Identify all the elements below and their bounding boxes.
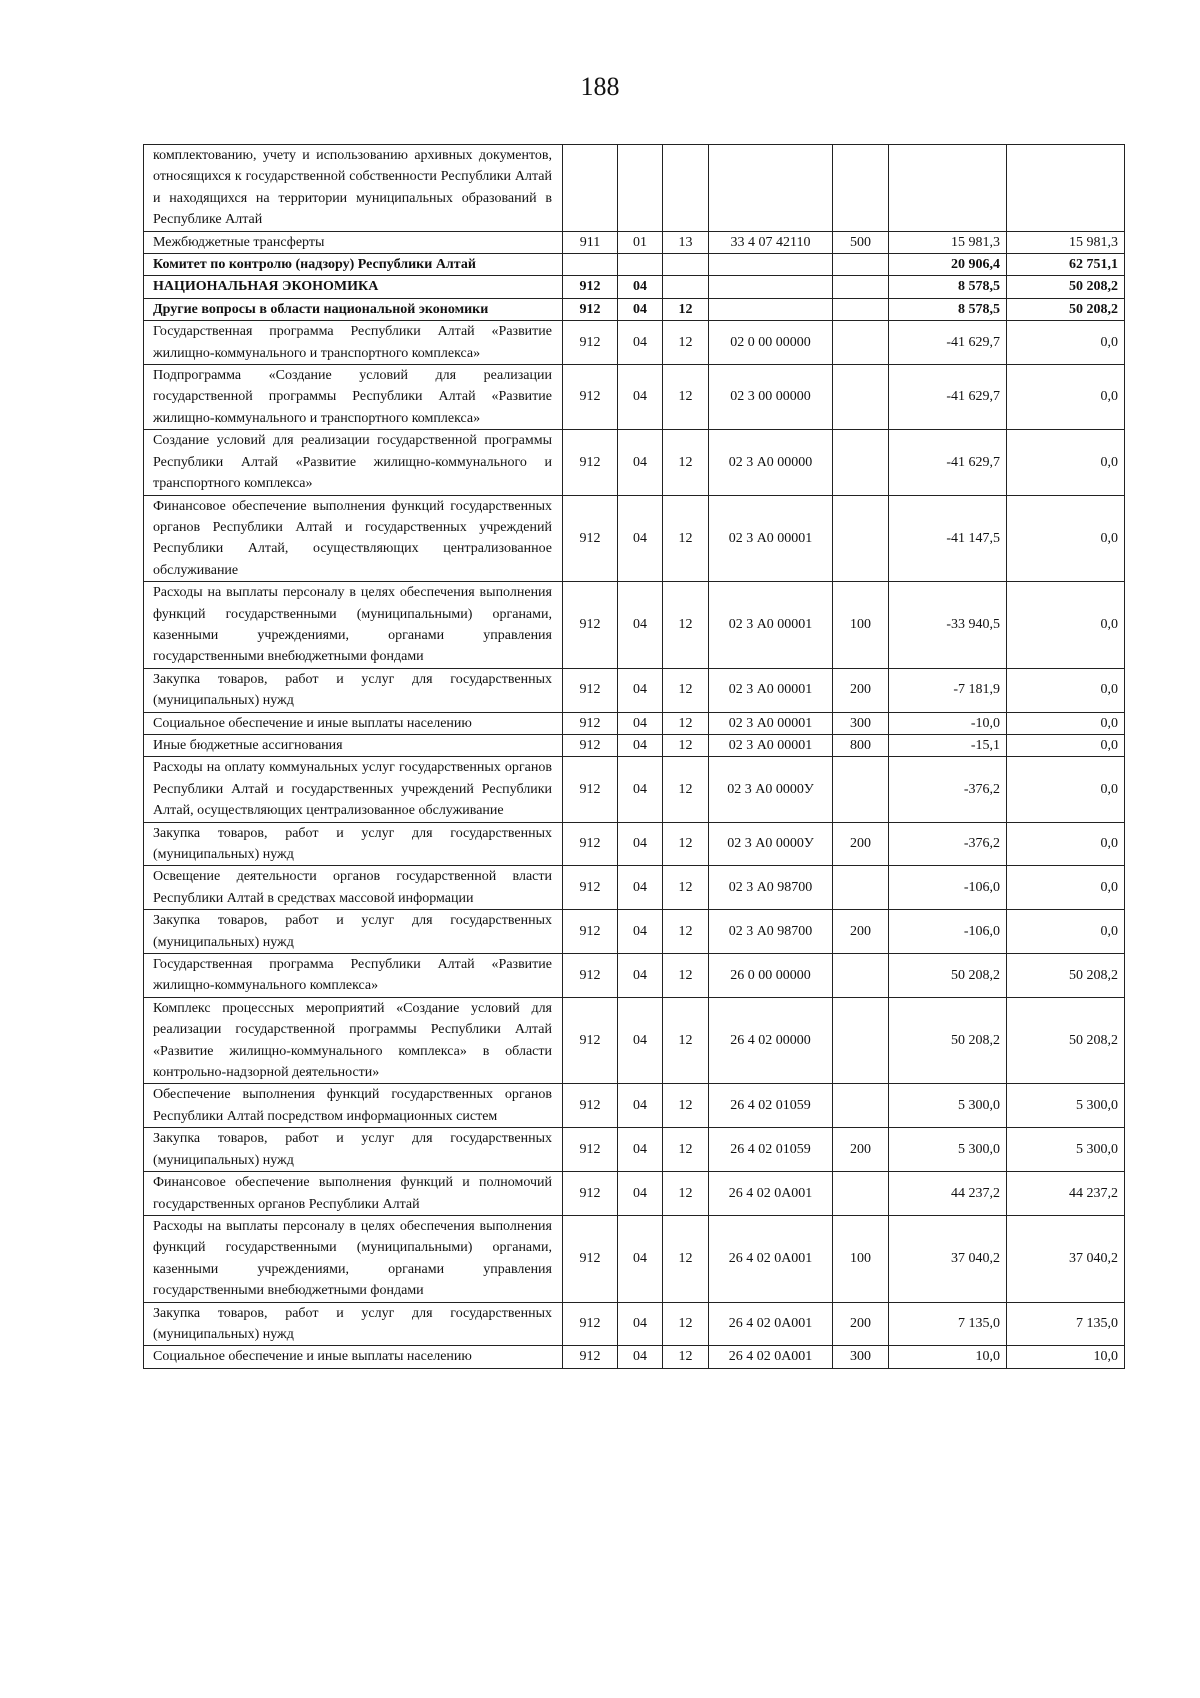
row-amount-2-cell: 0,0 bbox=[1007, 430, 1125, 495]
row-expense-type-cell bbox=[833, 365, 889, 430]
row-subsection-cell: 12 bbox=[663, 997, 709, 1084]
row-ved-cell: 911 bbox=[563, 231, 618, 253]
row-subsection-cell bbox=[663, 254, 709, 276]
row-name-cell: Закупка товаров, работ и услуг для государственных (муниципальных) нужд bbox=[144, 822, 563, 866]
row-subsection-cell: 12 bbox=[663, 910, 709, 954]
row-ved-cell: 912 bbox=[563, 430, 618, 495]
row-amount-1-cell: -106,0 bbox=[889, 866, 1007, 910]
row-expense-type-cell: 200 bbox=[833, 910, 889, 954]
row-ved-cell: 912 bbox=[563, 276, 618, 298]
row-subsection-cell: 13 bbox=[663, 231, 709, 253]
row-ved-cell bbox=[563, 254, 618, 276]
row-amount-1-cell: 7 135,0 bbox=[889, 1302, 1007, 1346]
row-target-code-cell: 02 3 А0 00001 bbox=[709, 712, 833, 734]
row-amount-2-cell: 37 040,2 bbox=[1007, 1215, 1125, 1302]
row-subsection-cell: 12 bbox=[663, 1302, 709, 1346]
row-target-code-cell: 02 3 А0 98700 bbox=[709, 866, 833, 910]
row-subsection-cell: 12 bbox=[663, 712, 709, 734]
row-ved-cell: 912 bbox=[563, 734, 618, 756]
table-row bbox=[144, 365, 1125, 430]
budget-table bbox=[143, 144, 1125, 1369]
row-section-cell: 04 bbox=[618, 495, 663, 582]
row-amount-1-cell: 8 578,5 bbox=[889, 276, 1007, 298]
row-section-cell: 04 bbox=[618, 1302, 663, 1346]
row-name-cell: Расходы на выплаты персоналу в целях обеспечения выполнения функций государственными (муниципальными) органами, казенными учреждениями, органами управления государственными внебюджетными фондами bbox=[144, 582, 563, 669]
row-expense-type-cell bbox=[833, 495, 889, 582]
row-ved-cell: 912 bbox=[563, 822, 618, 866]
row-target-code-cell: 02 3 00 00000 bbox=[709, 365, 833, 430]
row-name-cell: Обеспечение выполнения функций государственных органов Республики Алтай посредством информационных систем bbox=[144, 1084, 563, 1128]
row-target-code-cell bbox=[709, 298, 833, 320]
row-section-cell bbox=[618, 254, 663, 276]
table-row bbox=[144, 430, 1125, 495]
row-ved-cell: 912 bbox=[563, 668, 618, 712]
row-amount-1-cell: -376,2 bbox=[889, 757, 1007, 822]
row-name-cell: Иные бюджетные ассигнования bbox=[144, 734, 563, 756]
row-target-code-cell: 26 4 02 0А001 bbox=[709, 1215, 833, 1302]
row-expense-type-cell: 200 bbox=[833, 822, 889, 866]
table-row bbox=[144, 910, 1125, 954]
row-amount-1-cell: 10,0 bbox=[889, 1346, 1007, 1368]
row-expense-type-cell: 100 bbox=[833, 1215, 889, 1302]
table-row bbox=[144, 997, 1125, 1084]
row-subsection-cell: 12 bbox=[663, 822, 709, 866]
row-target-code-cell: 26 4 02 0А001 bbox=[709, 1172, 833, 1216]
row-amount-2-cell: 0,0 bbox=[1007, 866, 1125, 910]
row-target-code-cell: 26 4 02 0А001 bbox=[709, 1346, 833, 1368]
row-expense-type-cell: 200 bbox=[833, 668, 889, 712]
row-subsection-cell: 12 bbox=[663, 1215, 709, 1302]
row-expense-type-cell bbox=[833, 757, 889, 822]
row-section-cell: 04 bbox=[618, 1215, 663, 1302]
row-ved-cell: 912 bbox=[563, 1215, 618, 1302]
row-amount-2-cell: 5 300,0 bbox=[1007, 1128, 1125, 1172]
table-row bbox=[144, 734, 1125, 756]
row-section-cell: 04 bbox=[618, 668, 663, 712]
row-subsection-cell bbox=[663, 276, 709, 298]
row-amount-2-cell: 0,0 bbox=[1007, 712, 1125, 734]
row-amount-1-cell bbox=[889, 145, 1007, 232]
table-row bbox=[144, 495, 1125, 582]
row-amount-1-cell: 50 208,2 bbox=[889, 954, 1007, 998]
row-name-cell: Государственная программа Республики Алтай «Развитие жилищно-коммунального комплекса» bbox=[144, 954, 563, 998]
row-ved-cell: 912 bbox=[563, 298, 618, 320]
row-section-cell: 04 bbox=[618, 910, 663, 954]
row-section-cell: 04 bbox=[618, 954, 663, 998]
row-target-code-cell: 02 3 А0 00001 bbox=[709, 734, 833, 756]
table-row bbox=[144, 668, 1125, 712]
row-ved-cell: 912 bbox=[563, 321, 618, 365]
row-ved-cell: 912 bbox=[563, 997, 618, 1084]
row-amount-2-cell bbox=[1007, 145, 1125, 232]
row-amount-2-cell: 0,0 bbox=[1007, 582, 1125, 669]
row-subsection-cell: 12 bbox=[663, 1084, 709, 1128]
row-amount-2-cell: 0,0 bbox=[1007, 365, 1125, 430]
row-section-cell: 04 bbox=[618, 321, 663, 365]
table-row bbox=[144, 866, 1125, 910]
row-name-cell: Освещение деятельности органов государственной власти Республики Алтай в средствах массовой информации bbox=[144, 866, 563, 910]
row-amount-2-cell: 5 300,0 bbox=[1007, 1084, 1125, 1128]
row-amount-2-cell: 0,0 bbox=[1007, 822, 1125, 866]
row-amount-1-cell: 5 300,0 bbox=[889, 1128, 1007, 1172]
row-amount-2-cell: 7 135,0 bbox=[1007, 1302, 1125, 1346]
row-amount-1-cell: 37 040,2 bbox=[889, 1215, 1007, 1302]
row-target-code-cell bbox=[709, 276, 833, 298]
row-section-cell: 01 bbox=[618, 231, 663, 253]
row-expense-type-cell: 300 bbox=[833, 1346, 889, 1368]
row-name-cell: Закупка товаров, работ и услуг для государственных (муниципальных) нужд bbox=[144, 1128, 563, 1172]
row-subsection-cell: 12 bbox=[663, 734, 709, 756]
table-row bbox=[144, 757, 1125, 822]
row-ved-cell: 912 bbox=[563, 1084, 618, 1128]
row-ved-cell: 912 bbox=[563, 712, 618, 734]
row-name-cell: Финансовое обеспечение выполнения функций и полномочий государственных органов Республики Алтай bbox=[144, 1172, 563, 1216]
row-subsection-cell: 12 bbox=[663, 1128, 709, 1172]
row-ved-cell: 912 bbox=[563, 495, 618, 582]
row-expense-type-cell bbox=[833, 1172, 889, 1216]
row-target-code-cell: 02 3 А0 0000У bbox=[709, 757, 833, 822]
table-row bbox=[144, 1172, 1125, 1216]
row-section-cell: 04 bbox=[618, 430, 663, 495]
row-name-cell: Межбюджетные трансферты bbox=[144, 231, 563, 253]
row-ved-cell: 912 bbox=[563, 1172, 618, 1216]
table-row bbox=[144, 145, 1125, 232]
row-target-code-cell: 02 3 А0 00001 bbox=[709, 495, 833, 582]
row-expense-type-cell: 200 bbox=[833, 1128, 889, 1172]
row-subsection-cell: 12 bbox=[663, 430, 709, 495]
row-section-cell bbox=[618, 145, 663, 232]
row-amount-2-cell: 15 981,3 bbox=[1007, 231, 1125, 253]
row-section-cell: 04 bbox=[618, 276, 663, 298]
row-amount-1-cell: -15,1 bbox=[889, 734, 1007, 756]
row-amount-2-cell: 10,0 bbox=[1007, 1346, 1125, 1368]
row-section-cell: 04 bbox=[618, 866, 663, 910]
row-name-cell: НАЦИОНАЛЬНАЯ ЭКОНОМИКА bbox=[144, 276, 563, 298]
row-ved-cell: 912 bbox=[563, 757, 618, 822]
row-amount-1-cell: -10,0 bbox=[889, 712, 1007, 734]
row-expense-type-cell bbox=[833, 276, 889, 298]
row-name-cell: Подпрограмма «Создание условий для реализации государственной программы Республики Алтай «Развитие жилищно-коммунального и транспортного комплекса» bbox=[144, 365, 563, 430]
row-amount-1-cell: -41 629,7 bbox=[889, 430, 1007, 495]
table-row bbox=[144, 822, 1125, 866]
row-subsection-cell: 12 bbox=[663, 1172, 709, 1216]
table-row bbox=[144, 582, 1125, 669]
row-ved-cell: 912 bbox=[563, 954, 618, 998]
row-amount-1-cell: -376,2 bbox=[889, 822, 1007, 866]
row-name-cell: Комитет по контролю (надзору) Республики Алтай bbox=[144, 254, 563, 276]
row-ved-cell: 912 bbox=[563, 1346, 618, 1368]
row-target-code-cell: 02 3 А0 0000У bbox=[709, 822, 833, 866]
row-expense-type-cell: 500 bbox=[833, 231, 889, 253]
row-subsection-cell: 12 bbox=[663, 321, 709, 365]
page-number: 188 bbox=[580, 72, 620, 101]
row-expense-type-cell bbox=[833, 866, 889, 910]
row-name-cell: Создание условий для реализации государственной программы Республики Алтай «Развитие жилищно-коммунального и транспортного комплекса» bbox=[144, 430, 563, 495]
row-amount-2-cell: 0,0 bbox=[1007, 734, 1125, 756]
row-expense-type-cell bbox=[833, 430, 889, 495]
row-amount-2-cell: 44 237,2 bbox=[1007, 1172, 1125, 1216]
row-amount-2-cell: 0,0 bbox=[1007, 910, 1125, 954]
row-amount-2-cell: 50 208,2 bbox=[1007, 276, 1125, 298]
row-ved-cell: 912 bbox=[563, 866, 618, 910]
row-section-cell: 04 bbox=[618, 822, 663, 866]
table-row bbox=[144, 954, 1125, 998]
row-subsection-cell: 12 bbox=[663, 1346, 709, 1368]
row-expense-type-cell bbox=[833, 298, 889, 320]
row-amount-1-cell: 5 300,0 bbox=[889, 1084, 1007, 1128]
row-name-cell: Комплекс процессных мероприятий «Создание условий для реализации государственной программы Республики Алтай «Развитие жилищно-коммунального комплекса» в области контрольно-надзорной деятельности» bbox=[144, 997, 563, 1084]
table-row bbox=[144, 276, 1125, 298]
row-name-cell: Расходы на выплаты персоналу в целях обеспечения выполнения функций государственными (муниципальными) органами, казенными учреждениями, органами управления государственными внебюджетными фондами bbox=[144, 1215, 563, 1302]
row-expense-type-cell bbox=[833, 997, 889, 1084]
row-amount-1-cell: 15 981,3 bbox=[889, 231, 1007, 253]
row-ved-cell: 912 bbox=[563, 1128, 618, 1172]
row-section-cell: 04 bbox=[618, 298, 663, 320]
row-amount-2-cell: 50 208,2 bbox=[1007, 298, 1125, 320]
row-section-cell: 04 bbox=[618, 365, 663, 430]
table-row bbox=[144, 1128, 1125, 1172]
row-section-cell: 04 bbox=[618, 1172, 663, 1216]
row-amount-1-cell: 20 906,4 bbox=[889, 254, 1007, 276]
row-name-cell: комплектованию, учету и использованию архивных документов, относящихся к государственной собственности Республики Алтай и находящихся на территории муниципальных образований в Республике Алтай bbox=[144, 145, 563, 232]
table-row bbox=[144, 321, 1125, 365]
row-section-cell: 04 bbox=[618, 757, 663, 822]
row-subsection-cell bbox=[663, 145, 709, 232]
row-expense-type-cell: 800 bbox=[833, 734, 889, 756]
row-name-cell: Другие вопросы в области национальной экономики bbox=[144, 298, 563, 320]
row-amount-1-cell: -7 181,9 bbox=[889, 668, 1007, 712]
row-expense-type-cell bbox=[833, 1084, 889, 1128]
row-section-cell: 04 bbox=[618, 734, 663, 756]
row-amount-1-cell: -41 147,5 bbox=[889, 495, 1007, 582]
row-amount-2-cell: 0,0 bbox=[1007, 757, 1125, 822]
row-name-cell: Финансовое обеспечение выполнения функций государственных органов Республики Алтай и государственных учреждений Республики Алтай, осуществляющих централизованное обслуживание bbox=[144, 495, 563, 582]
row-target-code-cell: 33 4 07 42110 bbox=[709, 231, 833, 253]
row-target-code-cell: 26 4 02 00000 bbox=[709, 997, 833, 1084]
row-subsection-cell: 12 bbox=[663, 495, 709, 582]
row-section-cell: 04 bbox=[618, 1346, 663, 1368]
row-name-cell: Социальное обеспечение и иные выплаты населению bbox=[144, 712, 563, 734]
row-ved-cell: 912 bbox=[563, 1302, 618, 1346]
row-section-cell: 04 bbox=[618, 1084, 663, 1128]
row-target-code-cell: 02 3 А0 00000 bbox=[709, 430, 833, 495]
row-amount-2-cell: 62 751,1 bbox=[1007, 254, 1125, 276]
row-target-code-cell: 02 3 А0 00001 bbox=[709, 668, 833, 712]
row-amount-1-cell: 50 208,2 bbox=[889, 997, 1007, 1084]
row-subsection-cell: 12 bbox=[663, 298, 709, 320]
row-amount-2-cell: 50 208,2 bbox=[1007, 997, 1125, 1084]
table-row bbox=[144, 254, 1125, 276]
row-ved-cell: 912 bbox=[563, 910, 618, 954]
row-target-code-cell bbox=[709, 254, 833, 276]
row-ved-cell: 912 bbox=[563, 365, 618, 430]
row-subsection-cell: 12 bbox=[663, 954, 709, 998]
row-subsection-cell: 12 bbox=[663, 866, 709, 910]
row-name-cell: Закупка товаров, работ и услуг для государственных (муниципальных) нужд bbox=[144, 1302, 563, 1346]
table-row bbox=[144, 231, 1125, 253]
row-amount-2-cell: 0,0 bbox=[1007, 495, 1125, 582]
row-section-cell: 04 bbox=[618, 1128, 663, 1172]
row-subsection-cell: 12 bbox=[663, 757, 709, 822]
row-amount-1-cell: 8 578,5 bbox=[889, 298, 1007, 320]
row-expense-type-cell bbox=[833, 321, 889, 365]
row-name-cell: Закупка товаров, работ и услуг для государственных (муниципальных) нужд bbox=[144, 668, 563, 712]
table-row bbox=[144, 1215, 1125, 1302]
row-expense-type-cell bbox=[833, 254, 889, 276]
row-section-cell: 04 bbox=[618, 997, 663, 1084]
table-row bbox=[144, 1302, 1125, 1346]
row-subsection-cell: 12 bbox=[663, 582, 709, 669]
row-section-cell: 04 bbox=[618, 712, 663, 734]
row-target-code-cell bbox=[709, 145, 833, 232]
row-amount-1-cell: -41 629,7 bbox=[889, 365, 1007, 430]
row-name-cell: Закупка товаров, работ и услуг для государственных (муниципальных) нужд bbox=[144, 910, 563, 954]
table-row bbox=[144, 1084, 1125, 1128]
row-target-code-cell: 26 4 02 01059 bbox=[709, 1128, 833, 1172]
row-amount-2-cell: 50 208,2 bbox=[1007, 954, 1125, 998]
row-amount-1-cell: -33 940,5 bbox=[889, 582, 1007, 669]
row-name-cell: Расходы на оплату коммунальных услуг государственных органов Республики Алтай и государственных учреждений Республики Алтай, осуществляющих централизованное обслуживание bbox=[144, 757, 563, 822]
row-ved-cell bbox=[563, 145, 618, 232]
row-subsection-cell: 12 bbox=[663, 365, 709, 430]
row-target-code-cell: 26 0 00 00000 bbox=[709, 954, 833, 998]
row-subsection-cell: 12 bbox=[663, 668, 709, 712]
budget-table-body bbox=[144, 145, 1125, 1369]
row-target-code-cell: 02 3 А0 98700 bbox=[709, 910, 833, 954]
table-row bbox=[144, 1346, 1125, 1368]
row-expense-type-cell: 200 bbox=[833, 1302, 889, 1346]
row-amount-1-cell: 44 237,2 bbox=[889, 1172, 1007, 1216]
table-row bbox=[144, 298, 1125, 320]
row-expense-type-cell: 300 bbox=[833, 712, 889, 734]
row-amount-2-cell: 0,0 bbox=[1007, 668, 1125, 712]
row-target-code-cell: 02 3 А0 00001 bbox=[709, 582, 833, 669]
row-name-cell: Социальное обеспечение и иные выплаты населению bbox=[144, 1346, 563, 1368]
row-section-cell: 04 bbox=[618, 582, 663, 669]
row-target-code-cell: 26 4 02 0А001 bbox=[709, 1302, 833, 1346]
row-amount-2-cell: 0,0 bbox=[1007, 321, 1125, 365]
row-expense-type-cell bbox=[833, 954, 889, 998]
row-amount-1-cell: -106,0 bbox=[889, 910, 1007, 954]
table-row bbox=[144, 712, 1125, 734]
row-target-code-cell: 26 4 02 01059 bbox=[709, 1084, 833, 1128]
row-ved-cell: 912 bbox=[563, 582, 618, 669]
row-target-code-cell: 02 0 00 00000 bbox=[709, 321, 833, 365]
row-name-cell: Государственная программа Республики Алтай «Развитие жилищно-коммунального и транспортного комплекса» bbox=[144, 321, 563, 365]
row-amount-1-cell: -41 629,7 bbox=[889, 321, 1007, 365]
row-expense-type-cell: 100 bbox=[833, 582, 889, 669]
row-expense-type-cell bbox=[833, 145, 889, 232]
